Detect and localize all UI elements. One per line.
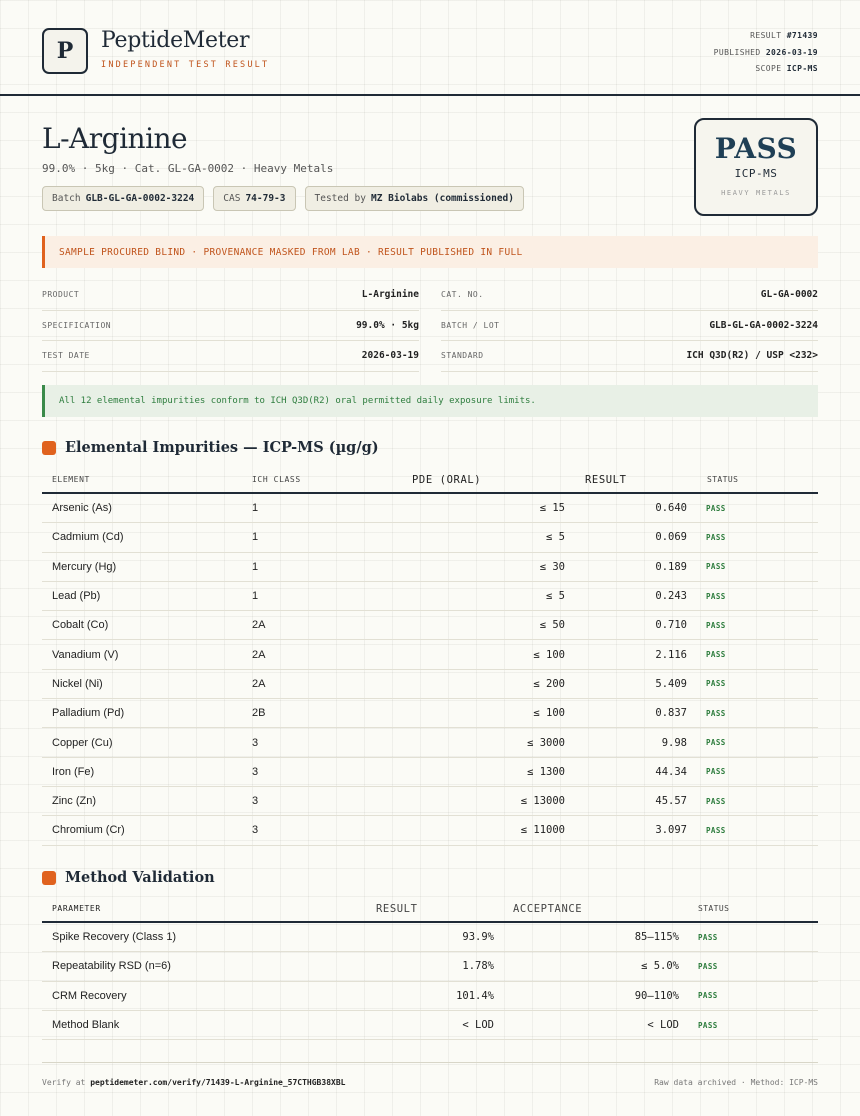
product-info-grid: [42, 280, 818, 372]
info-label: PRODUCT: [42, 290, 80, 300]
elemental-section-header: [42, 439, 379, 456]
cell-pde: ≤ 5: [546, 590, 565, 603]
table-header: ELEMENT ICH CLASS PDE (ORAL) RESULT STATUS: [42, 467, 818, 494]
info-value: L-Arginine: [361, 289, 419, 301]
status-badge: PASS: [706, 796, 726, 806]
cell-parameter: Repeatability RSD (n=6): [52, 960, 171, 973]
cell-pde: ≤ 5: [546, 531, 565, 544]
cell-pde: ≤ 100: [533, 707, 565, 720]
stamp-method: ICP-MS: [734, 167, 778, 180]
logo-icon: P: [42, 28, 88, 74]
table-row: [42, 952, 818, 981]
status-badge: PASS: [706, 620, 726, 630]
info-value: GL-GA-0002: [760, 289, 818, 301]
cell-ich-class: 1: [252, 560, 259, 573]
cell-acceptance: 85–115%: [634, 931, 679, 944]
elemental-table-body: [42, 494, 818, 846]
status-badge: PASS: [706, 738, 726, 748]
status-badge: PASS: [706, 679, 726, 689]
validation-section-header: [42, 869, 215, 886]
cell-parameter: Method Blank: [52, 1019, 120, 1032]
cell-result: 101.4%: [456, 989, 494, 1002]
table-row: [42, 923, 818, 952]
section-marker-icon: [42, 441, 56, 455]
cell-result: 0.243: [655, 590, 687, 603]
stamp-verdict: PASS: [714, 132, 798, 165]
table-row: [42, 1011, 818, 1040]
page-title: L-Arginine: [42, 122, 188, 155]
cell-result: 9.98: [661, 736, 687, 749]
cell-acceptance: ≤ 5.0%: [641, 960, 679, 973]
status-badge: PASS: [706, 825, 726, 835]
status-badge: PASS: [706, 591, 726, 601]
cell-element: Vanadium (V): [52, 648, 119, 661]
cell-result: 1.78%: [462, 960, 494, 973]
cell-element: Zinc (Zn): [52, 795, 96, 808]
cell-element: Cadmium (Cd): [52, 531, 124, 544]
cell-pde: ≤ 50: [539, 619, 565, 632]
tested-by-chip: Tested by MZ Biolabs (commissioned): [305, 186, 524, 211]
blind-procurement-notice: SAMPLE PROCURED BLIND · PROVENANCE MASKED FROM LAB · RESULT PUBLISHED IN FULL: [42, 236, 818, 268]
status-badge: PASS: [706, 708, 726, 718]
status-badge: PASS: [706, 650, 726, 660]
cell-element: Nickel (Ni): [52, 677, 103, 690]
verify-text: Verify at peptidemeter.com/verify/71439-L-Arginine_57CTHGB38XBL: [42, 1078, 346, 1087]
info-label: SPECIFICATION: [42, 320, 112, 330]
cell-ich-class: 2A: [252, 677, 266, 690]
cell-acceptance: < LOD: [647, 1019, 679, 1032]
table-row: [42, 553, 818, 582]
cell-element: Iron (Fe): [52, 765, 95, 778]
report-header: [0, 0, 860, 96]
status-badge: PASS: [706, 767, 726, 777]
cell-element: Lead (Pb): [52, 590, 101, 603]
status-badge: PASS: [706, 532, 726, 542]
cell-acceptance: 90–110%: [634, 989, 679, 1002]
cell-ich-class: 2B: [252, 707, 266, 720]
product-subtitle: 99.0% · 5kg · Cat. GL-GA-0002 · Heavy Metals: [42, 162, 334, 175]
cell-element: Chromium (Cr): [52, 824, 125, 837]
cell-pde: ≤ 1300: [527, 765, 565, 778]
meta-scope: SCOPE ICP-MS: [755, 64, 818, 73]
info-label: CAT. NO.: [441, 290, 484, 300]
cell-element: Cobalt (Co): [52, 619, 109, 632]
table-row: [42, 982, 818, 1011]
cell-pde: ≤ 3000: [527, 736, 565, 749]
status-badge: PASS: [698, 932, 718, 942]
info-label: TEST DATE: [42, 351, 90, 361]
cell-ich-class: 3: [252, 736, 259, 749]
cell-result: 0.640: [655, 502, 687, 515]
meta-result: RESULT #71439: [750, 31, 818, 40]
batch-chip: Batch GLB-GL-GA-0002-3224: [42, 186, 204, 211]
cell-pde: ≤ 11000: [520, 824, 565, 837]
table-header: PARAMETER RESULT ACCEPTANCE STATUS: [42, 896, 818, 923]
cell-result: < LOD: [462, 1019, 494, 1032]
status-badge: PASS: [698, 991, 718, 1001]
cell-element: Arsenic (As): [52, 502, 112, 515]
table-row: [42, 670, 818, 699]
cell-result: 5.409: [655, 677, 687, 690]
brand-tagline: INDEPENDENT TEST RESULT: [101, 60, 270, 70]
cell-ich-class: 2A: [252, 648, 266, 661]
report-footer: [42, 1062, 818, 1102]
cell-ich-class: 2A: [252, 619, 266, 632]
status-badge: PASS: [706, 562, 726, 572]
table-row: [42, 494, 818, 523]
cas-chip: CAS 74-79-3: [213, 186, 295, 211]
cell-element: Mercury (Hg): [52, 560, 117, 573]
cell-element: Copper (Cu): [52, 736, 113, 749]
table-row: [42, 816, 818, 845]
status-badge: PASS: [706, 503, 726, 513]
stamp-scope: HEAVY METALS: [721, 189, 791, 197]
status-badge: PASS: [698, 961, 718, 971]
table-row: [42, 758, 818, 787]
table-row: [42, 640, 818, 669]
verify-link[interactable]: peptidemeter.com/verify/71439-L-Arginine_57CTHGB38XBL: [90, 1078, 346, 1087]
cell-result: 0.710: [655, 619, 687, 632]
info-label: STANDARD: [441, 351, 484, 361]
section-marker-icon: [42, 871, 56, 885]
validation-table: [42, 896, 818, 1040]
elemental-section-title: Elemental Impurities — ICP-MS (µg/g): [65, 439, 379, 456]
meta-published: PUBLISHED 2026-03-19: [713, 47, 818, 57]
report-meta: [714, 28, 818, 78]
cell-result: 3.097: [655, 824, 687, 837]
cell-parameter: CRM Recovery: [52, 989, 127, 1002]
cell-result: 0.189: [655, 560, 687, 573]
cell-ich-class: 3: [252, 765, 259, 778]
cell-result: 0.837: [655, 707, 687, 720]
info-value: GLB-GL-GA-0002-3224: [709, 319, 818, 331]
validation-table-body: [42, 923, 818, 1040]
status-badge: PASS: [698, 1020, 718, 1030]
cell-ich-class: 3: [252, 795, 259, 808]
elemental-table: [42, 467, 818, 846]
table-row: [42, 611, 818, 640]
info-label: BATCH / LOT: [441, 320, 500, 330]
table-row: [42, 582, 818, 611]
cell-result: 93.9%: [462, 931, 494, 944]
cell-pde: ≤ 13000: [520, 795, 565, 808]
cell-ich-class: 1: [252, 531, 259, 544]
cell-ich-class: 3: [252, 824, 259, 837]
archive-note: Raw data archived · Method: ICP-MS: [654, 1078, 818, 1087]
table-row: [42, 699, 818, 728]
cell-element: Palladium (Pd): [52, 707, 125, 720]
cell-pde: ≤ 100: [533, 648, 565, 661]
cell-pde: ≤ 15: [539, 502, 565, 515]
cell-result: 45.57: [655, 795, 687, 808]
table-row: [42, 523, 818, 552]
cell-pde: ≤ 200: [533, 677, 565, 690]
table-row: [42, 728, 818, 757]
pass-stamp: [694, 118, 818, 216]
brand-name: PeptideMeter: [101, 28, 250, 53]
cell-ich-class: 1: [252, 502, 259, 515]
table-row: [42, 787, 818, 816]
cell-pde: ≤ 30: [539, 560, 565, 573]
info-value: ICH Q3D(R2) / USP <232>: [686, 350, 818, 362]
cell-ich-class: 1: [252, 590, 259, 603]
product-chips: [42, 186, 524, 211]
cell-result: 2.116: [655, 648, 687, 661]
info-value: 2026-03-19: [361, 350, 419, 362]
cell-result: 44.34: [655, 765, 687, 778]
info-value: 99.0% · 5kg: [356, 319, 419, 331]
conformance-banner: All 12 elemental impurities conform to ICH Q3D(R2) oral permitted daily exposure limits.: [42, 385, 818, 417]
cell-parameter: Spike Recovery (Class 1): [52, 931, 177, 944]
validation-section-title: Method Validation: [65, 869, 215, 886]
cell-result: 0.069: [655, 531, 687, 544]
